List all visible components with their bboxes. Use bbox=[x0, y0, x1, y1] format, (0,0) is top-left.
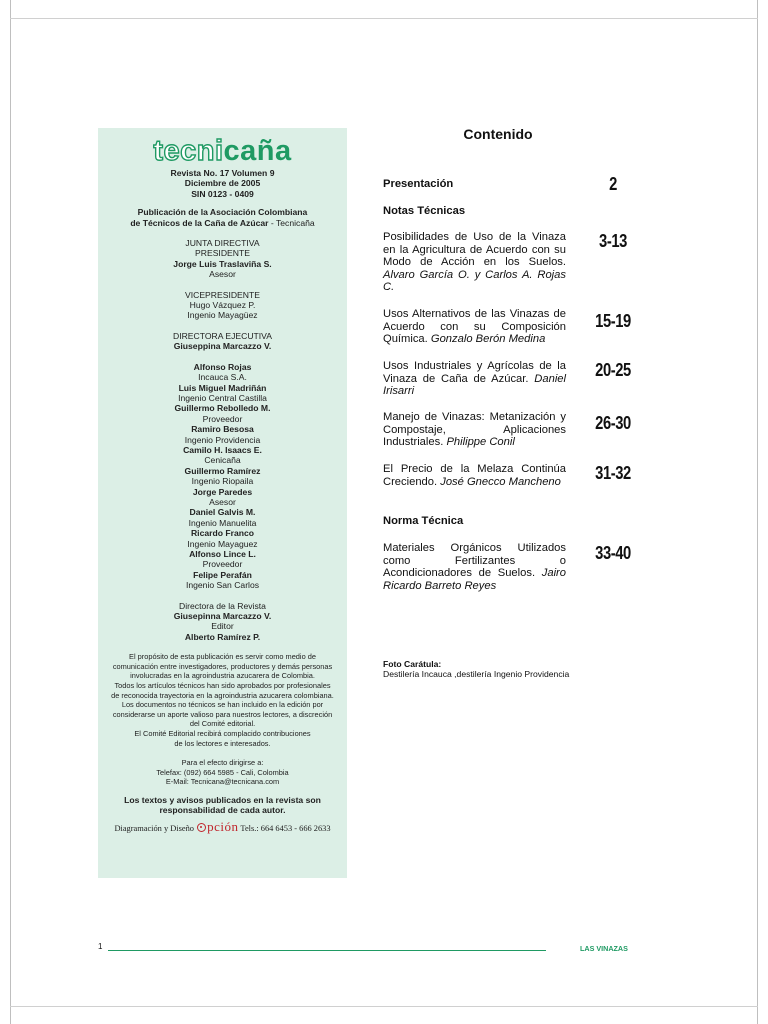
opcion-wordmark: pción bbox=[207, 818, 239, 834]
section-label: LAS VINAZAS bbox=[580, 944, 628, 953]
member-name: Alfonso Lince L. bbox=[189, 549, 256, 559]
design-credit bbox=[98, 818, 347, 834]
toc-entry-title: Materiales Orgánicos Utilizados como Fertilizantes o Acondicionadores de Suelos. bbox=[383, 542, 566, 580]
issue-date: Diciembre de 2005 bbox=[184, 178, 261, 189]
member-org: Ingenio San Carlos bbox=[185, 580, 260, 591]
presidente-name: Jorge Luis Traslaviña S. bbox=[173, 258, 272, 269]
presidente-role: Asesor bbox=[209, 269, 236, 280]
member-name: Alfonso Rojas bbox=[193, 361, 252, 372]
toc-presentacion-label: Presentación bbox=[383, 178, 454, 190]
toc-entry-author: Alvaro García O. y Carlos A. Rojas C. bbox=[383, 268, 566, 294]
directora-name: Giuseppina Marcazzo V. bbox=[173, 341, 272, 352]
credit-prefix: Diagramación y Diseño bbox=[114, 823, 194, 833]
member-name: Jorge Paredes bbox=[192, 486, 253, 497]
cover-photo-note bbox=[383, 659, 569, 680]
cover-photo-caption: Destilería Incauca ,destilería Ingenio Providencia bbox=[383, 669, 570, 680]
toc-entry bbox=[383, 308, 566, 346]
member-name: Guillermo Ramírez bbox=[184, 465, 261, 476]
directora-title: DIRECTORA EJECUTIVA bbox=[172, 330, 272, 341]
toc-entry-author: Jairo Ricardo Barreto Reyes bbox=[383, 567, 566, 592]
logo-part-dark: caña bbox=[223, 135, 292, 167]
member-org: Proveedor bbox=[202, 559, 243, 570]
member-org: Ingenio Manuelita bbox=[188, 517, 257, 528]
page-frame-left bbox=[10, 0, 11, 1024]
disclaimer: Los textos y avisos publicados en la revista son responsabilidad de cada autor. bbox=[124, 794, 321, 816]
credit-phones: Tels.: 664 6453 - 666 2633 bbox=[240, 823, 331, 833]
page-number: 1 bbox=[98, 942, 103, 951]
editor-title: Editor bbox=[211, 621, 234, 632]
toc-entry-title: Manejo de Vinazas: Metanización y Compostaje, Aplicaciones Industriales. bbox=[383, 411, 566, 449]
member-org: Ingenio Providencia bbox=[184, 434, 261, 445]
member-name: Luis Miguel Madriñán bbox=[178, 382, 267, 393]
toc-entry-title: Posibilidades de Uso de la Vinaza en la Agricultura de Acuerdo con su Modo de Acción en los Suelos. bbox=[383, 231, 566, 269]
contact-block bbox=[102, 758, 343, 787]
toc-entry-title: Usos Alternativos de las Vinazas de Acuerdo con su Composición Química. bbox=[383, 308, 566, 346]
page-frame-right bbox=[757, 0, 758, 1024]
contact-email: E-Mail: Tecnicana@tecnicana.com bbox=[165, 777, 280, 787]
toc-entry-page: 31-32 bbox=[595, 463, 631, 483]
toc-entry-page: 33-40 bbox=[595, 543, 631, 563]
member-org: Ingenio Central Castilla bbox=[178, 392, 267, 403]
toc-entry-page: 20-25 bbox=[595, 360, 631, 380]
toc-entry-title: El Precio de la Melaza Continúa Creciendo. bbox=[383, 463, 566, 488]
toc-entry bbox=[383, 231, 566, 294]
purpose-statement: El propósito de esta publicación es servir como medio de comunicación entre investigadores, productores y demás personas involucradas en la agroindustria azucarera de Colombia. Todos los artículos técnicos han sido aprobados por profesionales de reconocida trayectoria en la agroindustria azucarera colombiana. Los documentos no técnicos se han incluido en la edición por considerarse un aporte valioso para nuestros lectores, a discreción del Comité editorial. El Comité Editorial recibirá complacido contribuciones de los lectores e interesados. bbox=[111, 652, 334, 748]
issue-number: Revista No. 17 Volumen 9 bbox=[170, 168, 275, 178]
toc-entry bbox=[383, 542, 566, 592]
masthead-panel bbox=[98, 128, 347, 878]
publisher-line-2: de Técnicos de la Caña de Azúcar - Tecnicaña bbox=[130, 217, 315, 228]
toc-entry-author: Gonzalo Berón Medina bbox=[430, 333, 546, 346]
junta-title: JUNTA DIRECTIVA bbox=[185, 238, 260, 249]
presidente-title: PRESIDENTE bbox=[195, 248, 250, 259]
toc-entry-page: 15-19 bbox=[595, 311, 631, 331]
toc-entry-author: Philippe Conil bbox=[446, 436, 515, 449]
toc-entry bbox=[383, 360, 566, 398]
member-name: Guillermo Rebolledo M. bbox=[174, 403, 271, 414]
toc-heading: Contenido bbox=[463, 126, 533, 142]
opcion-logo-icon bbox=[197, 823, 206, 832]
member-name: Ramiro Besosa bbox=[191, 424, 254, 435]
member-org: Proveedor bbox=[202, 413, 243, 424]
vice-name: Hugo Vázquez P. bbox=[189, 300, 256, 311]
toc-norma-tecnica-title: Norma Técnica bbox=[383, 515, 464, 527]
toc-entry bbox=[383, 463, 566, 488]
member-org: Asesor bbox=[209, 496, 236, 507]
member-name: Ricardo Franco bbox=[190, 528, 255, 539]
member-org: Ingenio Riopaila bbox=[191, 476, 254, 487]
editor-name: Alberto Ramírez P. bbox=[184, 631, 261, 642]
page-frame-top bbox=[10, 18, 758, 19]
toc-presentacion-page: 2 bbox=[609, 174, 617, 194]
members-list bbox=[98, 362, 347, 591]
logo-part-light: tecni bbox=[153, 135, 224, 167]
vice-title: VICEPRESIDENTE bbox=[185, 289, 260, 300]
contact-intro: Para el efecto dirigirse a: bbox=[181, 758, 264, 768]
publisher-line-1: Publicación de la Asociación Colombiana bbox=[137, 207, 308, 218]
toc-entry-page: 26-30 bbox=[595, 413, 631, 433]
tecnicana-logo bbox=[98, 134, 347, 168]
cover-photo-label: Foto Carátula: bbox=[383, 659, 442, 669]
member-name: Felipe Perafán bbox=[193, 569, 252, 580]
toc-entry-title: Usos Industriales y Agrícolas de la Vinaza de Caña de Azúcar. bbox=[383, 360, 566, 385]
member-name: Daniel Galvis M. bbox=[189, 507, 256, 518]
contact-telefax: Telefax: (092) 664 5985 - Cali, Colombia bbox=[156, 767, 289, 777]
vice-org: Ingenio Mayagüez bbox=[187, 310, 258, 321]
revista-director-name: Giusepinna Marcazzo V. bbox=[173, 611, 272, 622]
issn: SIN 0123 - 0409 bbox=[191, 188, 254, 199]
toc-notas-tecnicas-title: Notas Técnicas bbox=[383, 205, 466, 217]
page-frame-bottom bbox=[10, 1006, 758, 1007]
toc-entry bbox=[383, 411, 566, 449]
member-name: Camilo H. Isaacs E. bbox=[183, 444, 262, 455]
member-org: Cenicaña bbox=[204, 455, 241, 466]
toc-entry-author: José Gnecco Mancheno bbox=[440, 475, 561, 488]
member-org: Ingenio Mayaguez bbox=[187, 538, 258, 549]
footer-rule bbox=[108, 950, 546, 951]
toc-entry-page: 3-13 bbox=[599, 231, 627, 251]
member-org: Incauca S.A. bbox=[198, 372, 247, 383]
revista-director-title: Directora de la Revista bbox=[179, 600, 266, 611]
toc-entry-author: Daniel Irisarri bbox=[383, 372, 567, 398]
